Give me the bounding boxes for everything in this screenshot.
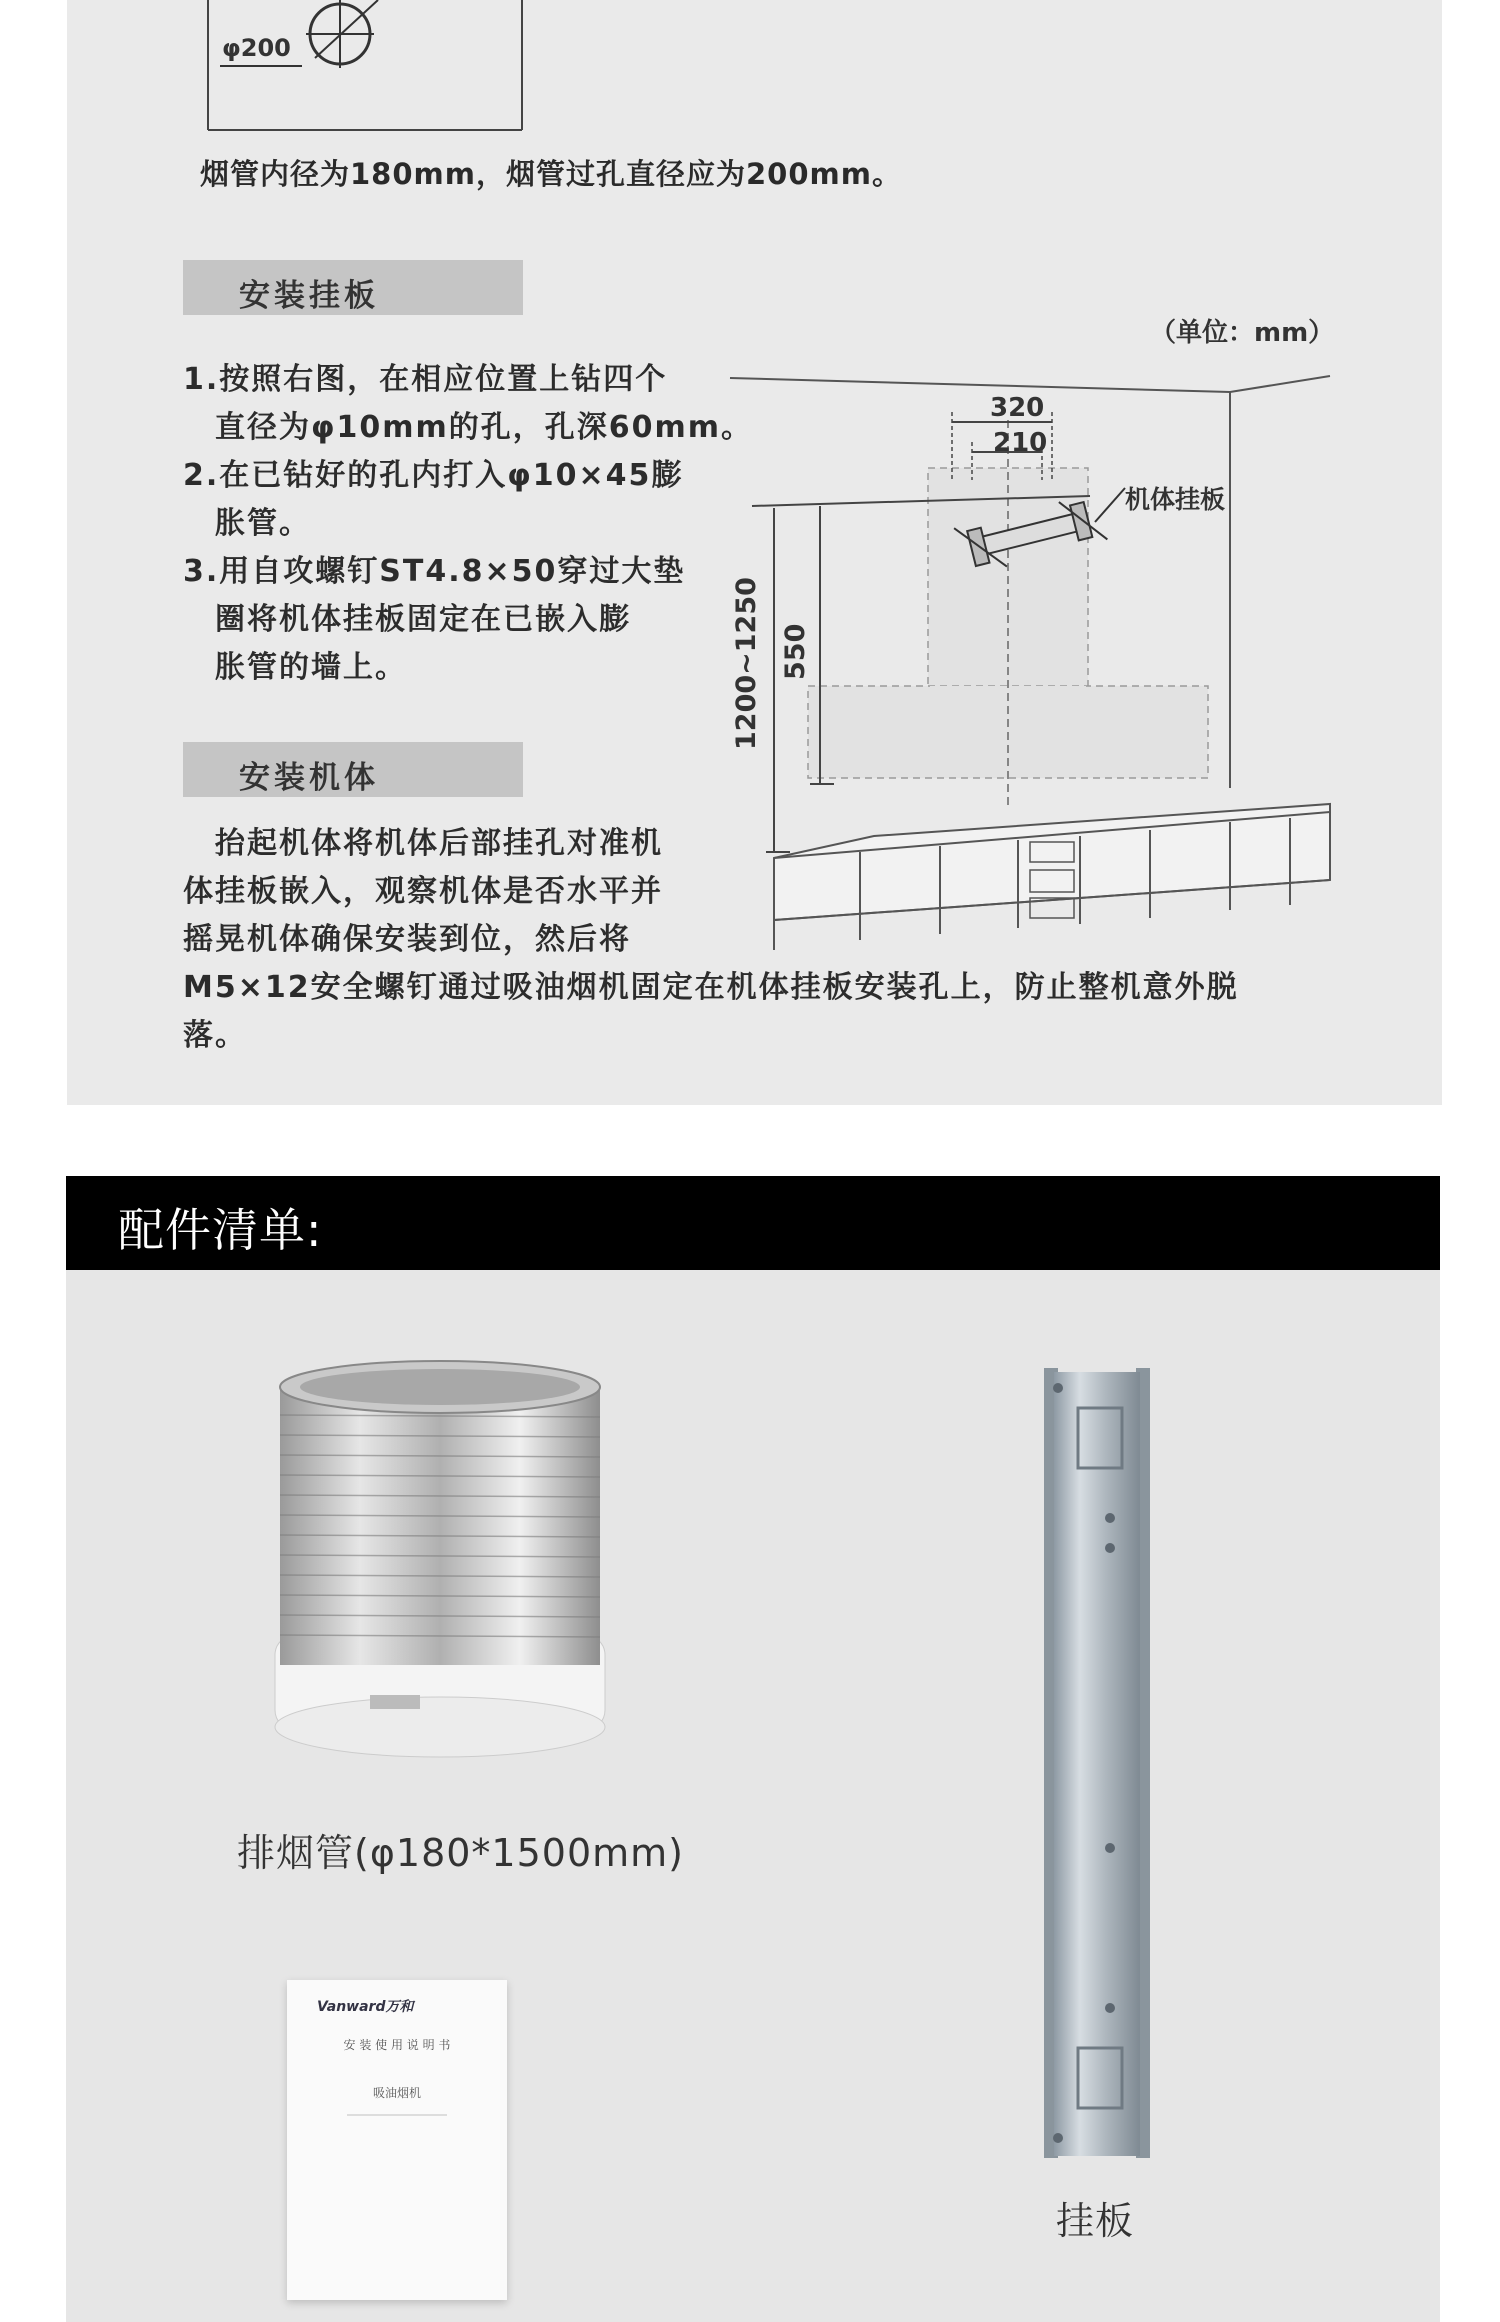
section-heading-install-plate: [183, 260, 523, 315]
diameter-label: φ200: [222, 34, 291, 62]
step-line: 胀管。: [215, 506, 311, 541]
body-line: 体挂板嵌入，观察机体是否水平并: [183, 874, 663, 909]
section-heading-text: 安装机体: [239, 760, 379, 796]
step-line: 1.按照右图，在相应位置上钻四个: [183, 362, 668, 397]
section-heading-install-body: [183, 742, 523, 797]
manual-product: 吸油烟机: [372, 2086, 421, 2100]
mounting-plate-image: [1040, 1368, 1160, 2178]
step-line: 直径为φ10mm的孔，孔深60mm。: [215, 410, 754, 445]
body-line: 摇晃机体确保安装到位，然后将: [183, 922, 631, 957]
chimney-caption: 烟管内径为180mm，烟管过孔直径应为200mm。: [200, 157, 902, 191]
unit-note: （单位：mm）: [1150, 318, 1335, 348]
manual-title: 安 装 使 用 说 明 书: [343, 2038, 451, 2052]
accessories-title: 配件清单:: [118, 1203, 323, 1257]
body-line: 落。: [183, 1018, 247, 1053]
body-line: M5×12安全螺钉通过吸油烟机固定在机体挂板安装孔上，防止整机意外脱: [183, 970, 1239, 1005]
step-line: 胀管的墙上。: [215, 650, 407, 685]
accessories-header: [66, 1176, 1440, 1271]
plate-label: 机体挂板: [1125, 485, 1226, 514]
section-heading-text: 安装挂板: [239, 278, 379, 314]
step-line: 3.用自攻螺钉ST4.8×50穿过大垫: [183, 554, 686, 589]
dimension-210: 210: [993, 428, 1048, 458]
manual-booklet: [287, 1980, 507, 2300]
dimension-320: 320: [990, 393, 1045, 423]
manual-brand: Vanward万和: [317, 1999, 414, 2015]
chimney-hole-diagram: [200, 0, 540, 140]
item-label-exhaust-pipe: 排烟管(φ180*1500mm): [237, 1831, 684, 1875]
step-line: 2.在已钻好的孔内打入φ10×45膨: [183, 458, 684, 493]
manual-divider: [347, 2114, 447, 2116]
body-line: 抬起机体将机体后部挂孔对准机: [215, 826, 663, 861]
step-line: 圈将机体挂板固定在已嵌入膨: [215, 602, 631, 637]
dimension-height: 1200~1250: [731, 577, 762, 750]
exhaust-pipe-image: [250, 1355, 630, 1775]
item-label-mounting-plate: 挂板: [1056, 2199, 1135, 2243]
dimension-550: 550: [780, 623, 811, 680]
